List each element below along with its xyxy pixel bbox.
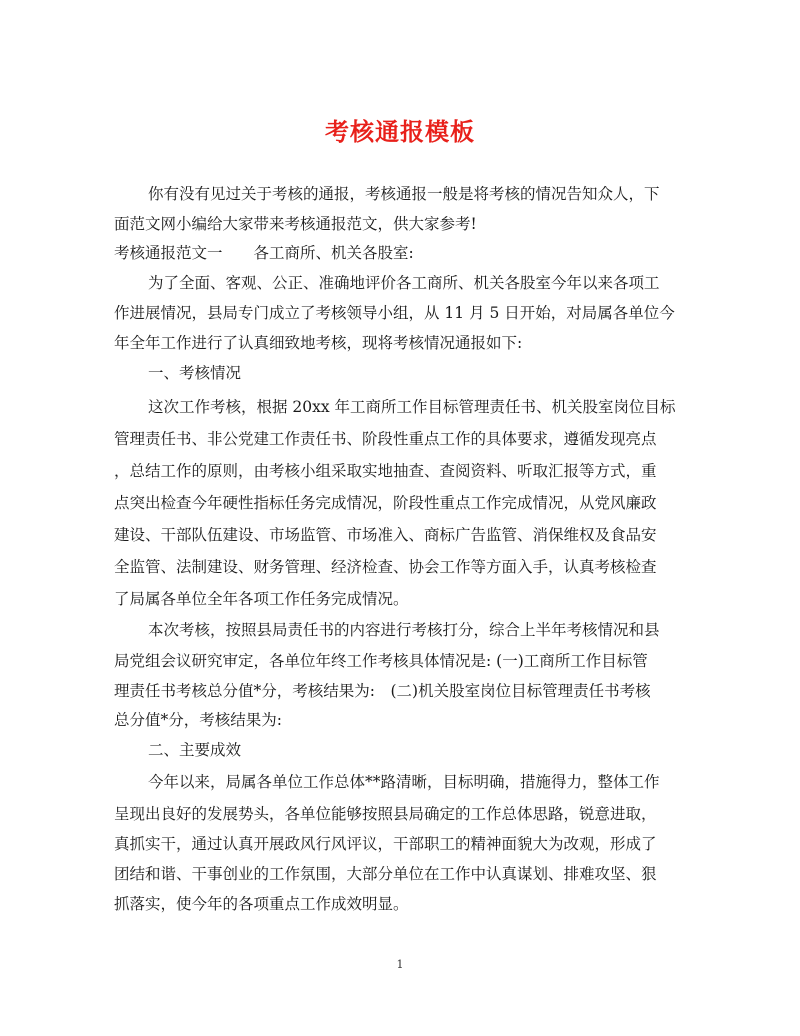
text-line: 这次工作考核，根据 20xx 年工商所工作目标管理责任书、机关股室岗位目标 [148,398,676,416]
section-heading: 一、考核情况 [148,364,242,382]
document-title: 考核通报模板 [325,117,475,146]
text-line: 考核通报范文一 各工商所、机关各股室: [114,244,414,262]
section-heading: 二、主要成效 [148,741,242,759]
text-line: 全监管、法制建设、财务管理、经济检查、协会工作等方面入手，认真考核检查 [114,558,657,576]
text-line: 本次考核，按照县局责任书的内容进行考核打分，综合上半年考核情况和县 [148,621,660,639]
text-line: 抓落实，使今年的各项重点工作成效明显。 [114,895,409,913]
text-line: ，总结工作的原则，由考核小组采取实地抽查、查阅资料、听取汇报等方式，重 [114,462,657,480]
text-line: 你有没有见过关于考核的通报，考核通报一般是将考核的情况告知众人，下 [148,185,660,203]
page-number: 1 [396,958,404,971]
text-line: 呈现出良好的发展势头，各单位能够按照县局确定的工作总体思路，锐意进取， [114,805,657,823]
text-line: 管理责任书、非公党建工作责任书、阶段性重点工作的具体要求，遵循发现亮点 [114,430,657,448]
text-line: 团结和谐、干事创业的工作氛围，大部分单位在工作中认真谋划、排难攻坚、狠 [114,865,657,883]
text-line: 点突出检查今年硬性指标任务完成情况，阶段性重点工作完成情况，从党风廉政 [114,494,657,512]
text-line: 面范文网小编给大家带来考核通报范文，供大家参考! [114,215,477,233]
text-line: 作进展情况，县局专门成立了考核领导小组，从 11 月 5 日开始，对局属各单位今 [114,304,675,322]
text-line: 理责任书考核总分值*分，考核结果为: (二)机关股室岗位目标管理责任书考核 [114,682,651,700]
text-line: 真抓实干，通过认真开展政风行风评议，干部职工的精神面貌大为改观，形成了 [114,835,657,853]
text-line: 建设、干部队伍建设、市场监管、市场准入、商标广告监管、消保维权及食品安 [114,526,657,544]
text-line: 总分值*分，考核结果为: [114,711,282,729]
text-line: 局党组会议研究审定，各单位年终工作考核具体情况是: (一)工商所工作目标管 [114,652,648,670]
text-line: 今年以来，局属各单位工作总体**路清晰，目标明确，措施得力，整体工作 [148,773,660,791]
text-line: 年全年工作进行了认真细致地考核，现将考核情况通报如下: [114,334,523,352]
text-line: 了局属各单位全年各项工作任务完成情况。 [114,590,409,608]
text-line: 为了全面、客观、公正、准确地评价各工商所、机关各股室今年以来各项工 [148,274,660,292]
